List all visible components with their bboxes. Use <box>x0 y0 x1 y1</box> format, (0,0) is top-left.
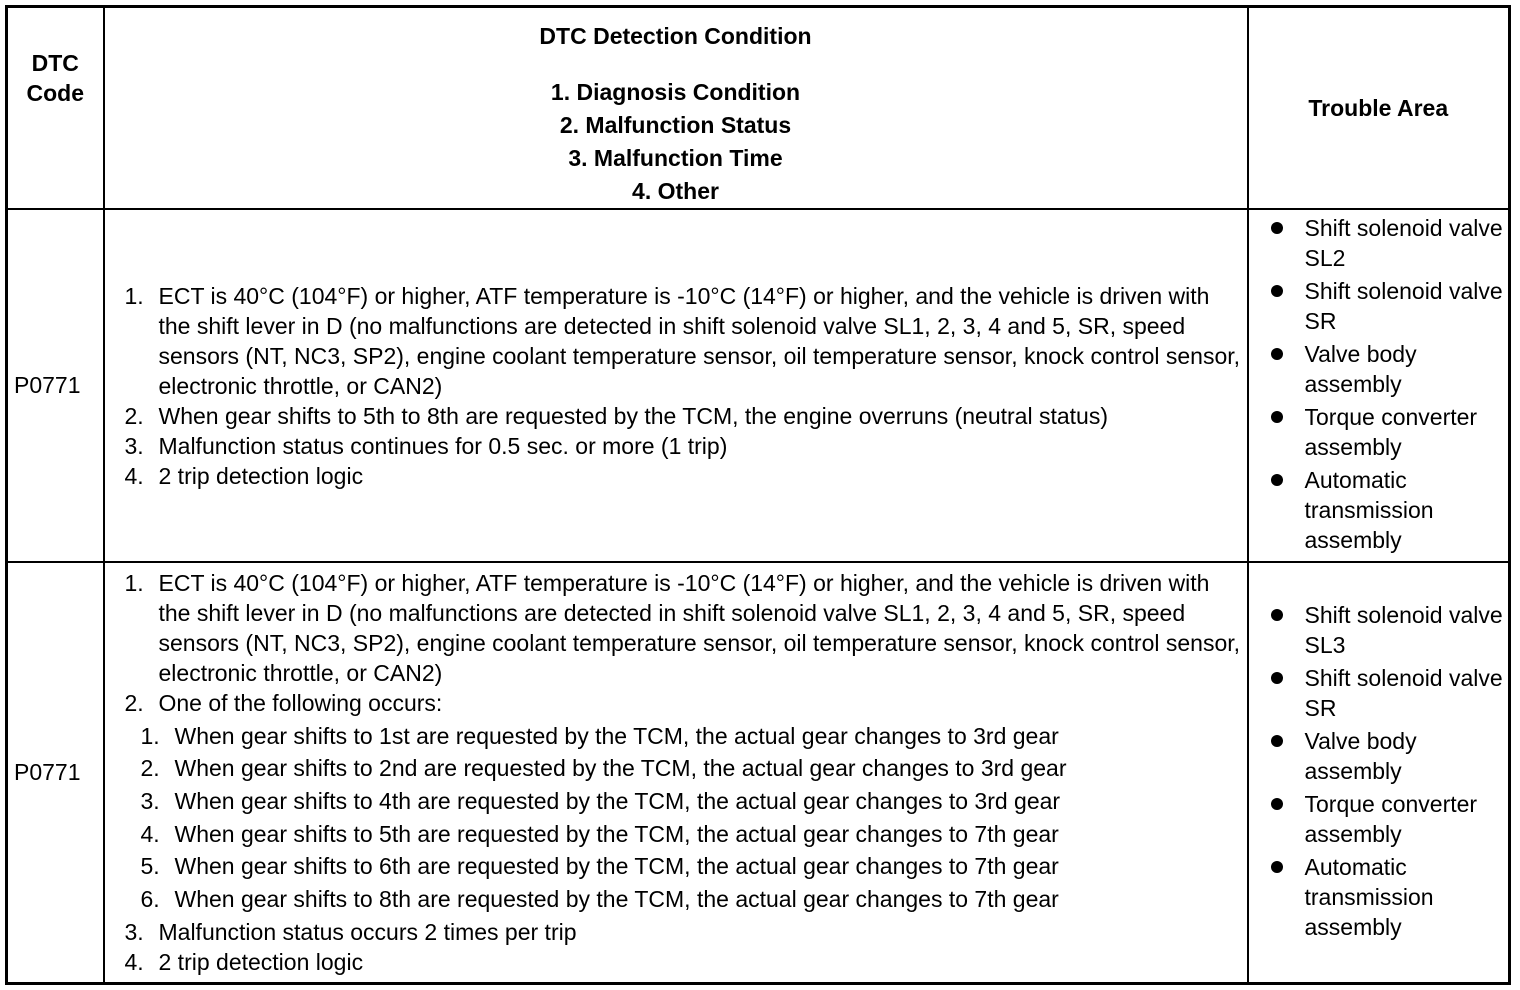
subcondition-text: When gear shifts to 1st are requested by the TCM, the actual gear changes to 3rd gear <box>174 722 1059 749</box>
subcondition-text: When gear shifts to 4th are requested by the TCM, the actual gear changes to 3rd gear <box>174 787 1061 814</box>
condition-text: ECT is 40°C (104°F) or higher, ATF temperature is -10°C (14°F) or higher, and the vehicle is driven with the shift lever in D (no malfunctions are detected in shift solenoid valve SL1, 2, 3, 4 and 5, SR, speed sensors (NT, NC3, SP2), engine coolant temperature sensor, oil temperature sensor, knock control sensor, electronic throttle, or CAN2) <box>158 282 1241 399</box>
subcondition-item <box>141 720 1243 753</box>
trouble-area-item <box>1271 339 1509 399</box>
trouble-area-item <box>1271 276 1509 336</box>
trouble-area-text: Automatic transmission assembly <box>1304 854 1434 940</box>
condition-item <box>125 281 1243 401</box>
bullet-icon <box>1271 663 1305 723</box>
condition-number: 4. <box>124 949 144 976</box>
condition-text: 2 trip detection logic <box>158 949 364 976</box>
dtc-code-cell: P0771 <box>7 209 104 562</box>
trouble-area-item <box>1271 663 1509 723</box>
condition-text: 2 trip detection logic <box>158 462 364 489</box>
subcondition-number: 2. <box>140 755 160 782</box>
condition-item <box>125 568 1243 688</box>
header-condition-item: 1. Diagnosis Condition <box>550 79 801 105</box>
trouble-area-text: Torque converter assembly <box>1304 404 1478 460</box>
condition-cell <box>104 209 1248 562</box>
dtc-table <box>5 5 1511 985</box>
subcondition-item <box>141 818 1243 851</box>
trouble-area-item <box>1271 402 1509 462</box>
trouble-area-item <box>1271 726 1509 786</box>
subcondition-item <box>141 850 1243 883</box>
trouble-area-text: Automatic transmission assembly <box>1304 467 1434 553</box>
subcondition-item <box>141 785 1243 818</box>
bullet-icon <box>1271 852 1305 942</box>
condition-number: 3. <box>124 919 144 946</box>
condition-item <box>125 431 1243 461</box>
subcondition-number: 1. <box>140 722 160 749</box>
subcondition-item <box>141 752 1243 785</box>
condition-list <box>125 281 1243 491</box>
condition-list <box>125 568 1243 718</box>
condition-number: 3. <box>124 432 144 459</box>
bullet-icon <box>1271 789 1305 849</box>
condition-text: Malfunction status occurs 2 times per trip <box>158 919 577 946</box>
condition-item <box>125 947 1243 977</box>
trouble-area-text: Shift solenoid valve SL2 <box>1304 215 1503 271</box>
condition-text <box>159 688 1243 718</box>
header-condition-item: 4. Other <box>632 178 719 204</box>
subcondition-number: 3. <box>140 787 160 814</box>
trouble-area-cell <box>1248 209 1510 562</box>
header-condition-item: 3. Malfunction Time <box>568 145 783 171</box>
subcondition-list <box>125 720 1243 916</box>
trouble-area-item <box>1271 789 1509 849</box>
table-row <box>7 209 1510 562</box>
condition-number: 2. <box>124 402 144 429</box>
condition-item <box>125 461 1243 491</box>
header-condition-title: DTC Detection Condition <box>539 23 812 49</box>
bullet-icon <box>1271 465 1305 555</box>
subcondition-number: 4. <box>140 820 160 847</box>
subcondition-number: 5. <box>140 853 160 880</box>
condition-number: 1. <box>124 282 144 309</box>
trouble-area-text: Valve body assembly <box>1304 728 1417 784</box>
header-detection-condition <box>104 7 1248 210</box>
condition-item <box>125 917 1243 947</box>
header-trouble-area: Trouble Area <box>1248 7 1510 210</box>
condition-list <box>125 917 1243 977</box>
table-row <box>7 562 1510 984</box>
subcondition-text: When gear shifts to 2nd are requested by the TCM, the actual gear changes to 3rd gear <box>174 755 1067 782</box>
condition-cell <box>104 562 1248 984</box>
header-condition-item: 2. Malfunction Status <box>559 112 792 138</box>
trouble-area-text: Shift solenoid valve SR <box>1304 665 1503 721</box>
condition-text: ECT is 40°C (104°F) or higher, ATF temperature is -10°C (14°F) or higher, and the vehicle is driven with the shift lever in D (no malfunctions are detected in shift solenoid valve SL1, 2, 3, 4 and 5, SR, speed sensors (NT, NC3, SP2), engine coolant temperature sensor, oil temperature sensor, knock control sensor, electronic throttle, or CAN2) <box>158 569 1241 686</box>
trouble-area-item <box>1271 600 1509 660</box>
trouble-area-list <box>1271 600 1509 942</box>
trouble-area-item <box>1271 852 1509 942</box>
bullet-icon <box>1271 339 1305 399</box>
header-row <box>7 7 1510 210</box>
header-dtc-code <box>7 7 104 210</box>
condition-text: Malfunction status continues for 0.5 sec. or more (1 trip) <box>158 432 728 459</box>
condition-item <box>125 688 1243 718</box>
bullet-icon <box>1271 276 1305 336</box>
trouble-area-text: Shift solenoid valve SL3 <box>1304 602 1503 658</box>
trouble-area-item <box>1271 465 1509 555</box>
dtc-code-cell: P0771 <box>7 562 104 984</box>
subcondition-text: When gear shifts to 5th are requested by the TCM, the actual gear changes to 7th gear <box>174 820 1059 847</box>
condition-item <box>125 401 1243 431</box>
bullet-icon <box>1271 402 1305 462</box>
condition-text: When gear shifts to 5th to 8th are requested by the TCM, the engine overruns (neutral status) <box>158 402 1108 429</box>
subcondition-number: 6. <box>140 885 160 912</box>
trouble-area-text: Shift solenoid valve SR <box>1304 278 1503 334</box>
bullet-icon <box>1271 213 1305 273</box>
condition-text-label: One of the following occurs: <box>158 689 443 716</box>
trouble-area-list <box>1271 213 1509 555</box>
condition-number: 1. <box>124 569 144 596</box>
condition-number: 4. <box>124 462 144 489</box>
trouble-area-text: Torque converter assembly <box>1304 791 1478 847</box>
bullet-icon <box>1271 600 1305 660</box>
condition-number: 2. <box>124 689 144 716</box>
subcondition-text: When gear shifts to 6th are requested by the TCM, the actual gear changes to 7th gear <box>174 853 1059 880</box>
header-dtc-code-label: DTC Code <box>26 50 84 106</box>
bullet-icon <box>1271 726 1305 786</box>
trouble-area-item <box>1271 213 1509 273</box>
subcondition-text: When gear shifts to 8th are requested by the TCM, the actual gear changes to 7th gear <box>174 885 1059 912</box>
trouble-area-text: Valve body assembly <box>1304 341 1417 397</box>
trouble-area-cell <box>1248 562 1510 984</box>
subcondition-item <box>141 883 1243 916</box>
